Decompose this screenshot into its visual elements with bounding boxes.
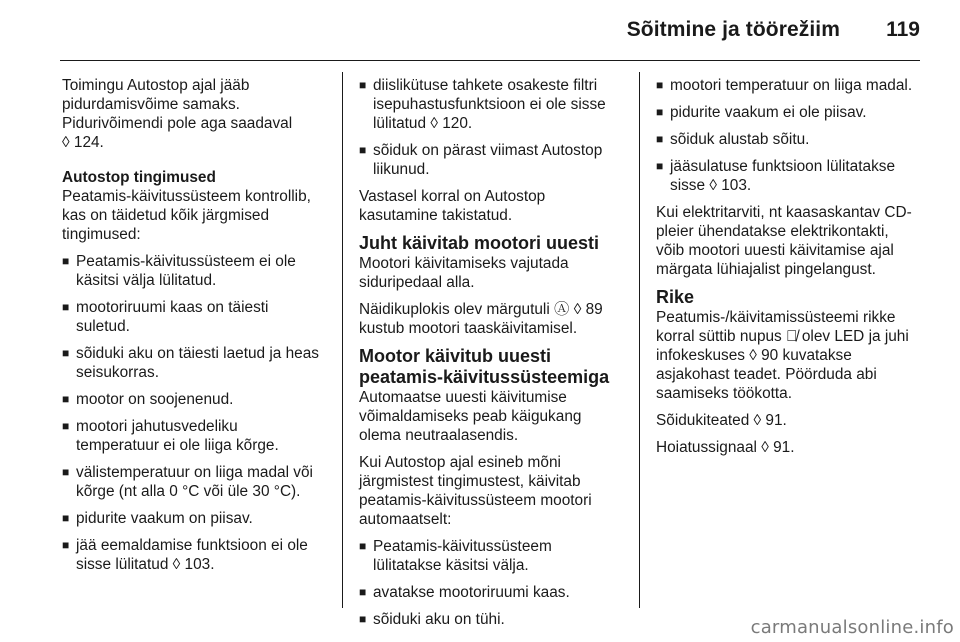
list-item: ■ sõiduk alustab sõitu. [656,131,810,148]
bullet-icon: ■ [62,465,70,479]
list-item: ■ jää eemaldamise funktsioon ei ole sisse lülitatud ◊ 103. [62,537,308,573]
list-item: ■ jääsulatuse funktsioon lülitatakse sisse ◊ 103. [656,158,896,194]
site-watermark: carmanualsonline.info [750,617,954,638]
autostop-conditions-subhead: Autostop tingimused [62,169,216,186]
bullet-icon: ■ [656,78,664,92]
heading-driver-restart: Juht käivitab mootori uuesti [359,233,600,253]
bullet-icon: ■ [359,78,367,92]
list-item: ■ sõiduki aku on täiesti laetud ja heas seisukorras. [62,345,319,381]
page-ref-103[interactable]: sisse lülitatud ◊ 103. [76,556,215,573]
bullet-icon: ■ [656,105,664,119]
bullet-icon: ■ [62,511,70,525]
bullet-icon: ■ [62,538,70,552]
column-3 [656,76,922,465]
conditions-list [62,252,328,574]
restart-conditions-continued [656,76,922,195]
intro-paragraph: Toimingu Autostop ajal jääb pidurdamisvõime samaks. Pidurivõimendi pole aga saadaval ◊ 124. [62,77,293,151]
bullet-icon: ■ [656,132,664,146]
auto-restart-paragraph: Automaatse uuesti käivitumise võimaldamiseks peab käigukang olema neutraalasendis. [359,389,582,444]
conditions-list-continued [359,76,625,179]
bullet-icon: ■ [62,300,70,314]
bullet-icon: ■ [62,254,70,268]
bullet-icon: ■ [359,143,367,157]
if-conditions-paragraph: Kui Autostop ajal esineb mõni järgmistest tingimustest, käivitab peatamis-käivitussüsteem mootori automaatselt: [359,454,592,528]
bullet-icon: ■ [62,392,70,406]
column-divider-2 [639,72,640,608]
column-2 [359,76,625,637]
fault-paragraph: Peatumis-/käivitamissüsteemi rikke korral süttib nupus Ⓐ̸ olev LED ja juhi infokeskuses ◊ 90 kuvatakse asjakohast teadet. Pöörduda abi saamiseks töökotta. [656,309,909,402]
heading-auto-restart: Mootor käivitub uuesti peatamis-käivitussüsteemiga [359,346,610,387]
indicator-paragraph: Näidikuplokis olev märgutuli Ⓐ ◊ 89 kustub mootori taaskäivitamisel. [359,301,603,337]
vehicle-messages-ref[interactable]: Sõidukiteated ◊ 91. [656,412,787,429]
page-ref-124[interactable]: ◊ 124. [62,134,104,151]
heading-fault: Rike [656,287,695,307]
list-item: ■ välistemperatuur on liiga madal või kõrge (nt alla 0 °C või üle 30 °C). [62,464,313,500]
chapter-title: Sõitmine ja töörežiim [626,18,840,41]
bullet-icon: ■ [359,539,367,553]
header-divider [60,60,920,61]
column-divider-1 [342,72,343,608]
list-item: ■ pidurite vaakum on piisav. [62,510,253,527]
list-item: ■ mootori temperatuur on liiga madal. [656,77,913,94]
electrical-device-paragraph: Kui elektritarviti, nt kaasaskantav CD- pleier ühendatakse elektrikontakti, võib mootori uuesti käivitamise ajal märgata lühiajalist pingelangust. [656,204,912,278]
otherwise-paragraph: Vastasel korral on Autostop kasutamine takistatud. [359,188,546,224]
page-ref-103[interactable]: sisse ◊ 103. [670,177,752,194]
bullet-icon: ■ [359,612,367,626]
driver-restart-paragraph: Mootori käivitamiseks vajutada siduripedaal alla. [359,255,569,291]
list-item: ■ avatakse mootoriruumi kaas. [359,584,570,601]
list-item: ■ mootori jahutusvedeliku temperatuur ei ole liiga kõrge. [62,418,279,454]
page-header [60,0,920,62]
bullet-icon: ■ [656,159,664,173]
conditions-lead: Peatamis-käivitussüsteem kontrollib, kas on täidetud kõik järgmised tingimused: [62,188,311,243]
list-item: ■ sõiduki aku on tühi. [359,611,505,628]
page-number: 119 [886,18,920,41]
bullet-icon: ■ [62,346,70,360]
bullet-icon: ■ [62,419,70,433]
column-1 [62,76,328,582]
list-item: ■ Peatamis-käivitussüsteem lülitatakse käsitsi välja. [359,538,552,574]
list-item: ■ mootoriruumi kaas on täiesti suletud. [62,299,269,335]
list-item: ■ Peatamis-käivitussüsteem ei ole käsitsi välja lülitatud. [62,253,296,289]
list-item: ■ diislikütuse tahkete osakeste filtri isepuhastusfunktsioon ei ole sisse lülitatud ◊ 120. [359,77,606,132]
list-item: ■ sõiduk on pärast viimast Autostop liikunud. [359,142,603,178]
list-item: ■ mootor on soojenenud. [62,391,234,408]
warning-chimes-ref[interactable]: Hoiatussignaal ◊ 91. [656,439,795,456]
list-item: ■ pidurite vaakum ei ole piisav. [656,104,867,121]
page-ref-120[interactable]: lülitatud ◊ 120. [373,115,473,132]
bullet-icon: ■ [359,585,367,599]
restart-conditions-list [359,537,625,629]
